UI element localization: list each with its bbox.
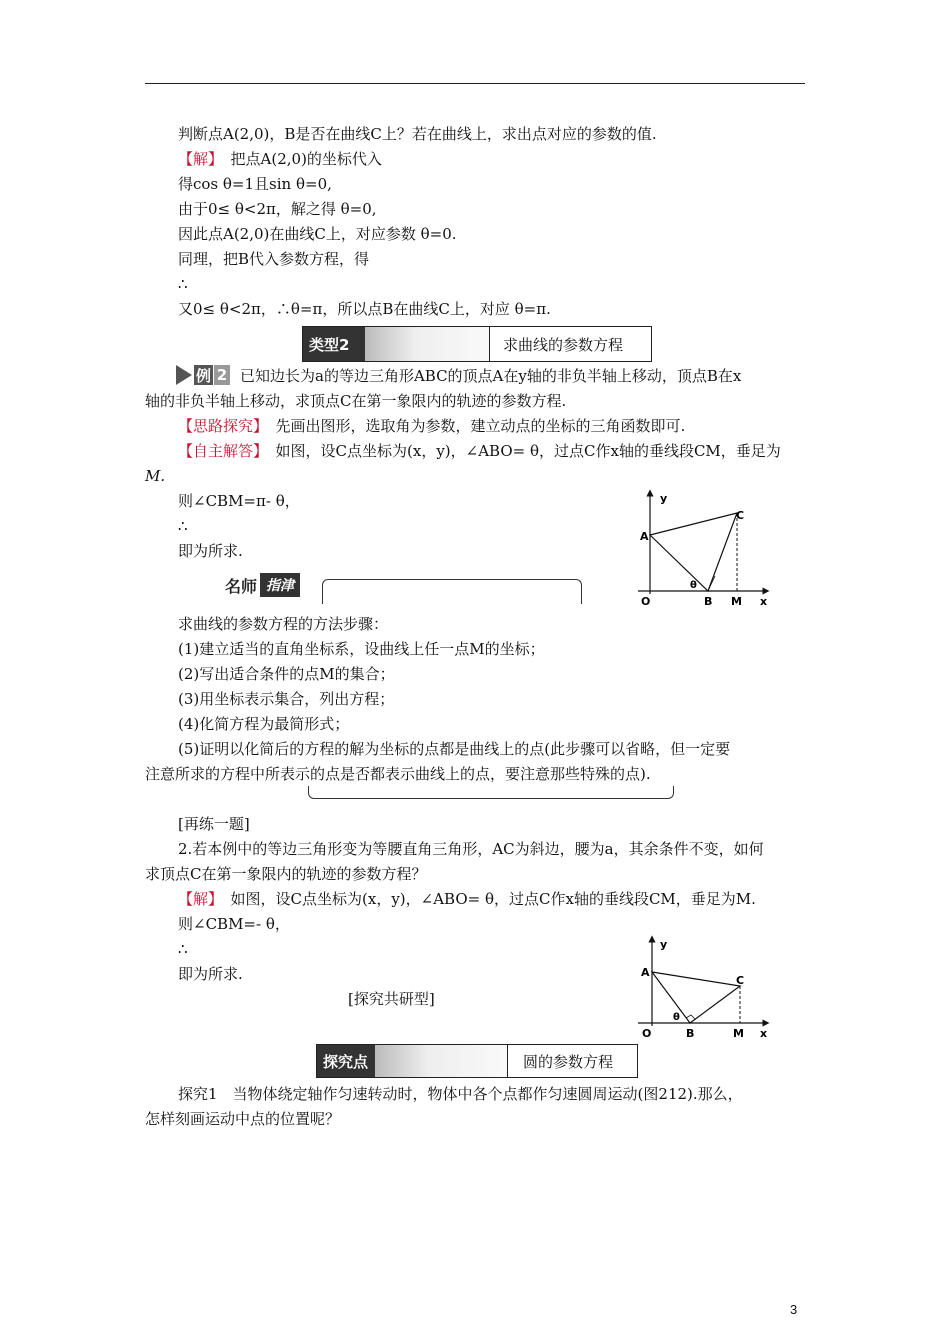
example-flag-icon <box>176 365 192 385</box>
label-y: y <box>660 938 668 951</box>
mingshi-bottom-bracket <box>308 786 674 799</box>
label-b: B <box>704 595 713 608</box>
practice-answer: 即为所求. <box>178 965 243 983</box>
therefore-line: ∴ <box>178 517 188 535</box>
angle-mark <box>708 576 715 591</box>
label-m: M <box>731 595 742 608</box>
label-a: A <box>641 966 650 979</box>
label-b: B <box>686 1027 695 1040</box>
mingshi-top-bracket <box>322 579 582 604</box>
label-c: C <box>736 974 745 987</box>
method-step: 注意所求的方程中所表示的点是否都表示曲线上的点，要注意那些特殊的点). <box>145 765 651 783</box>
practice-answer: 则∠CBM=- θ， <box>178 915 290 933</box>
example-text: 已知边长为a的等边三角形ABC的顶点A在y轴的非负半轴上移动，顶点B在x <box>240 367 742 385</box>
text-line: 又0≤ θ<2π，∴θ=π，所以点B在曲线C上，对应 θ=π. <box>178 300 551 318</box>
label-m: M <box>733 1027 744 1040</box>
type-gradient <box>365 327 489 361</box>
solution-tag: 【解】 <box>178 150 216 168</box>
probe-title: 圆的参数方程 <box>523 1052 614 1071</box>
method-step: (1)建立适当的直角坐标系，设曲线上任一点M的坐标； <box>178 640 545 658</box>
example-badge-label: 例 <box>196 366 212 385</box>
solve-text: 如图，设C点坐标为(x，y)，∠ABO= θ，过点C作x轴的垂线段CM，垂足为 <box>275 442 781 460</box>
text-line-content: 把点A(2,0)的坐标代入 <box>230 150 382 168</box>
label-x: x <box>760 595 768 608</box>
therefore-line: ∴ <box>178 940 188 958</box>
explore-line <box>178 416 685 436</box>
method-step: (5)证明以化简后的方程的解为坐标的点都是曲线上的点(此步骤可以省略，但一定要 <box>178 740 731 758</box>
probe-divider <box>507 1045 508 1077</box>
probe-tag: 探究点 <box>317 1045 375 1077</box>
label-a: A <box>640 530 649 543</box>
triangle-abc <box>652 972 740 1023</box>
example-badge-number: 2 <box>214 365 230 385</box>
type-box <box>302 326 652 362</box>
type-divider <box>489 327 490 361</box>
practice-tag: 【解】 <box>178 890 216 908</box>
section-label: [探究共研型] <box>348 990 435 1008</box>
explore-text: 先画出图形，选取角为参数，建立动点的坐标的三角函数即可. <box>275 417 686 435</box>
solve-text: 则∠CBM=π- θ， <box>178 492 300 510</box>
type-title: 求曲线的参数方程 <box>503 335 624 354</box>
header-rule <box>145 83 805 84</box>
label-o: O <box>641 595 651 608</box>
type-tag: 类型2 <box>303 327 365 361</box>
probe-box <box>316 1044 638 1078</box>
probe-text: 怎样刻画运动中点的位置呢？ <box>145 1110 341 1128</box>
probe-gradient <box>375 1045 507 1077</box>
label-y: y <box>660 492 668 505</box>
label-theta: θ <box>690 580 697 591</box>
text-line: 得cos θ=1且sin θ=0, <box>178 175 332 193</box>
practice-answer <box>178 889 756 909</box>
solve-text: M. <box>145 467 166 485</box>
practice-question: 求顶点C在第一象限内的轨迹的参数方程？ <box>145 865 427 883</box>
text-line: 因此点A(2,0)在曲线C上，对应参数 θ=0. <box>178 225 457 243</box>
label-x: x <box>760 1027 768 1040</box>
label-theta: θ <box>673 1012 680 1023</box>
mingshi-b: 指津 <box>260 573 300 597</box>
method-step: (3)用坐标表示集合，列出方程； <box>178 690 395 708</box>
label-o: O <box>642 1027 652 1040</box>
practice-answer-text: 如图，设C点坐标为(x，y)，∠ABO= θ，过点C作x轴的垂线段CM，垂足为M. <box>230 890 756 908</box>
therefore-line: ∴ <box>178 275 188 293</box>
text-line: 由于0≤ θ<2π，解之得 θ=0, <box>178 200 377 218</box>
text-line: 判断点A(2,0)，B是否在曲线C上？若在曲线上，求出点对应的参数的值. <box>178 125 657 143</box>
solve-text: 即为所求. <box>178 542 243 560</box>
text-line <box>178 149 382 169</box>
mingshi-banner <box>225 572 300 598</box>
explore-tag: 【思路探究】 <box>178 417 261 435</box>
example-badge <box>176 364 230 386</box>
method-title: 求曲线的参数方程的方法步骤： <box>178 615 389 633</box>
practice-head: [再练一题] <box>178 815 250 833</box>
figure-2 <box>628 934 778 1042</box>
text-line: 同理，把B代入参数方程，得 <box>178 250 370 268</box>
mingshi-a: 名师 <box>225 576 258 596</box>
label-c: C <box>736 509 745 522</box>
solve-tag: 【自主解答】 <box>178 442 261 460</box>
solve-line <box>178 441 781 461</box>
probe-text: 探究1 当物体绕定轴作匀速转动时，物体中各个点都作匀速圆周运动(图212).那么， <box>178 1085 743 1103</box>
right-angle-mark <box>686 1015 695 1019</box>
figure-1 <box>628 488 778 610</box>
practice-question: 2.若本例中的等边三角形变为等腰直角三角形，AC为斜边，腰为a，其余条件不变，如何 <box>178 840 764 858</box>
method-step: (2)写出适合条件的点M的集合； <box>178 665 395 683</box>
method-step: (4)化简方程为最简形式； <box>178 715 350 733</box>
page-number: 3 <box>790 1302 798 1317</box>
example-text: 轴的非负半轴上移动，求顶点C在第一象限内的轨迹的参数方程. <box>145 392 567 410</box>
